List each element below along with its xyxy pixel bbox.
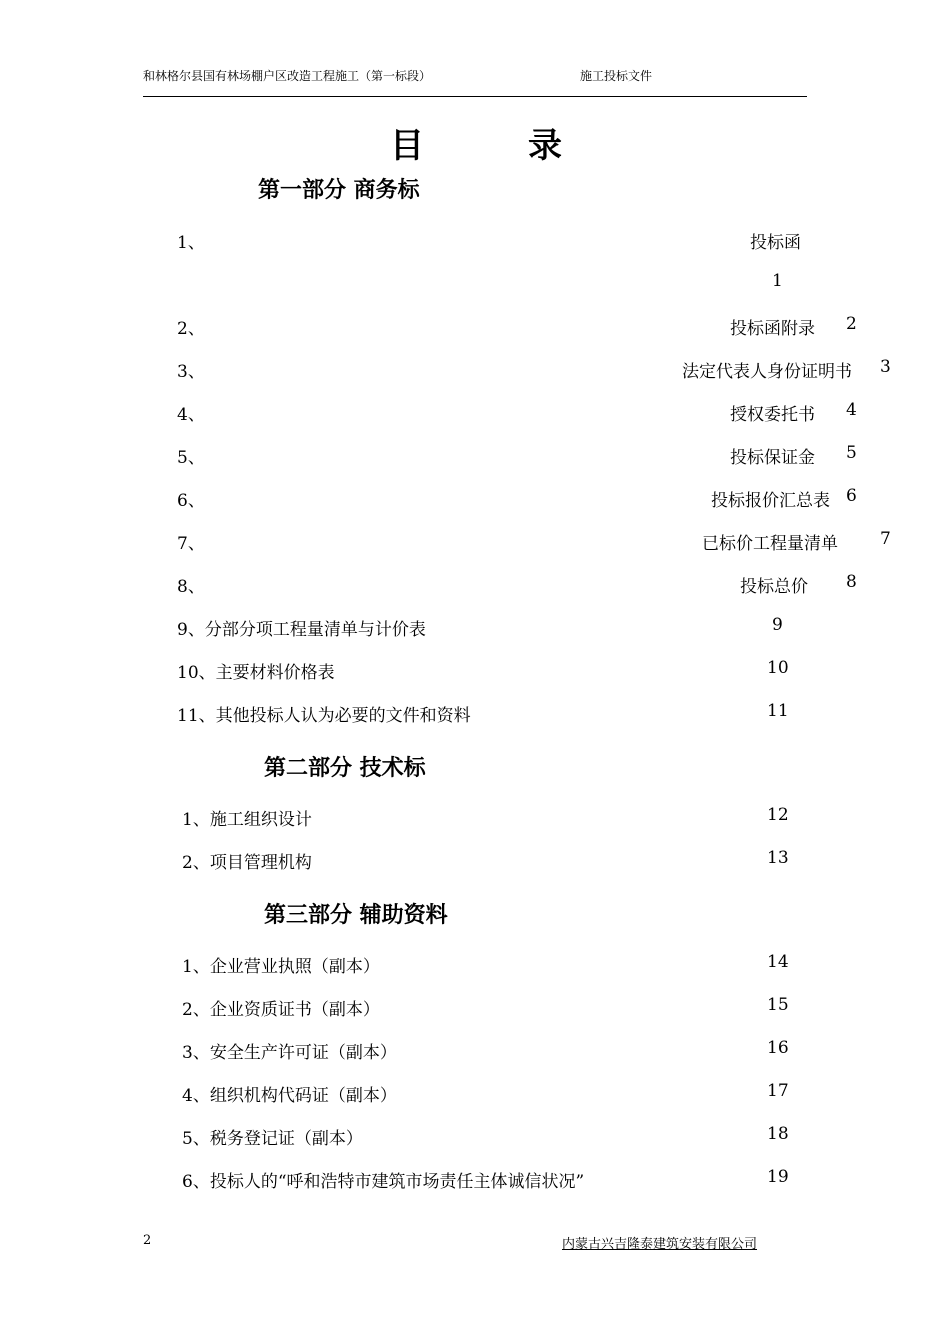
- toc-item-text: 投标总价: [740, 577, 808, 597]
- part2-heading: 第二部分 技术标: [264, 755, 426, 781]
- part3-heading: 第三部分 辅助资料: [264, 902, 448, 928]
- toc-item-label: 4、组织机构代码证（副本）: [182, 1086, 397, 1106]
- toc-item-label: 1、施工组织设计: [182, 810, 312, 830]
- toc-item-page: 7: [880, 529, 891, 549]
- toc-item-page: 17: [767, 1081, 789, 1101]
- toc-item-page: 4: [846, 400, 857, 420]
- toc-item-number: 4、: [177, 405, 205, 425]
- toc-item-label: 2、项目管理机构: [182, 853, 312, 873]
- toc-item-number: 6、: [177, 491, 205, 511]
- toc-item-page: 12: [767, 805, 789, 825]
- toc-item-page: 8: [846, 572, 857, 592]
- toc-item-label: 3、安全生产许可证（副本）: [182, 1043, 397, 1063]
- toc-item-page: 6: [846, 486, 857, 506]
- toc-item-page: 9: [772, 615, 783, 635]
- toc-item-page: 11: [767, 701, 789, 721]
- toc-item-label: 9、分部分项工程量清单与计价表: [177, 620, 426, 640]
- toc-item-text: 投标函附录: [730, 319, 815, 339]
- toc-title-left: 目: [390, 126, 424, 166]
- toc-item-number: 3、: [177, 362, 205, 382]
- toc-item-page: 15: [767, 995, 789, 1015]
- toc-item-page: 13: [767, 848, 789, 868]
- toc-item-text: 已标价工程量清单: [702, 534, 838, 554]
- toc-item-text: 投标报价汇总表: [711, 491, 830, 511]
- toc-item-page: 5: [846, 443, 857, 463]
- toc-item-number: 2、: [177, 319, 205, 339]
- toc-item-text: 授权委托书: [730, 405, 815, 425]
- header-rule: [143, 96, 807, 97]
- toc-item-number: 8、: [177, 577, 205, 597]
- toc-item-page: 3: [880, 357, 891, 377]
- toc-item-text: 投标保证金: [730, 448, 815, 468]
- toc-item-label: 6、投标人的“呼和浩特市建筑市场责任主体诚信状况”: [182, 1172, 585, 1192]
- toc-item-page: 16: [767, 1038, 789, 1058]
- toc-title-right: 录: [528, 126, 562, 166]
- toc-item-label: 5、税务登记证（副本）: [182, 1129, 363, 1149]
- toc-item-number: 5、: [177, 448, 205, 468]
- toc-item-text: 法定代表人身份证明书: [682, 362, 852, 382]
- toc-item-page: 1: [772, 271, 783, 291]
- toc-item-page: 10: [767, 658, 789, 678]
- toc-item-page: 14: [767, 952, 789, 972]
- footer-company-name: 内蒙古兴吉隆泰建筑安装有限公司: [562, 1237, 758, 1252]
- footer-page-number: 2: [143, 1233, 152, 1248]
- header-document-type: 施工投标文件: [580, 69, 653, 83]
- header-project-title: 和林格尔县国有林场棚户区改造工程施工（第一标段）: [143, 69, 432, 83]
- toc-item-number: 1、: [177, 233, 205, 253]
- toc-item-text: 投标函: [750, 233, 801, 253]
- toc-item-number: 7、: [177, 534, 205, 554]
- part1-heading: 第一部分 商务标: [258, 177, 420, 203]
- toc-item-label: 2、企业资质证书（副本）: [182, 1000, 380, 1020]
- toc-item-page: 18: [767, 1124, 789, 1144]
- toc-item-label: 10、主要材料价格表: [177, 663, 335, 683]
- toc-item-label: 1、企业营业执照（副本）: [182, 957, 380, 977]
- toc-item-label: 11、其他投标人认为必要的文件和资料: [177, 706, 471, 726]
- toc-item-page: 2: [846, 314, 857, 334]
- toc-item-page: 19: [767, 1167, 789, 1187]
